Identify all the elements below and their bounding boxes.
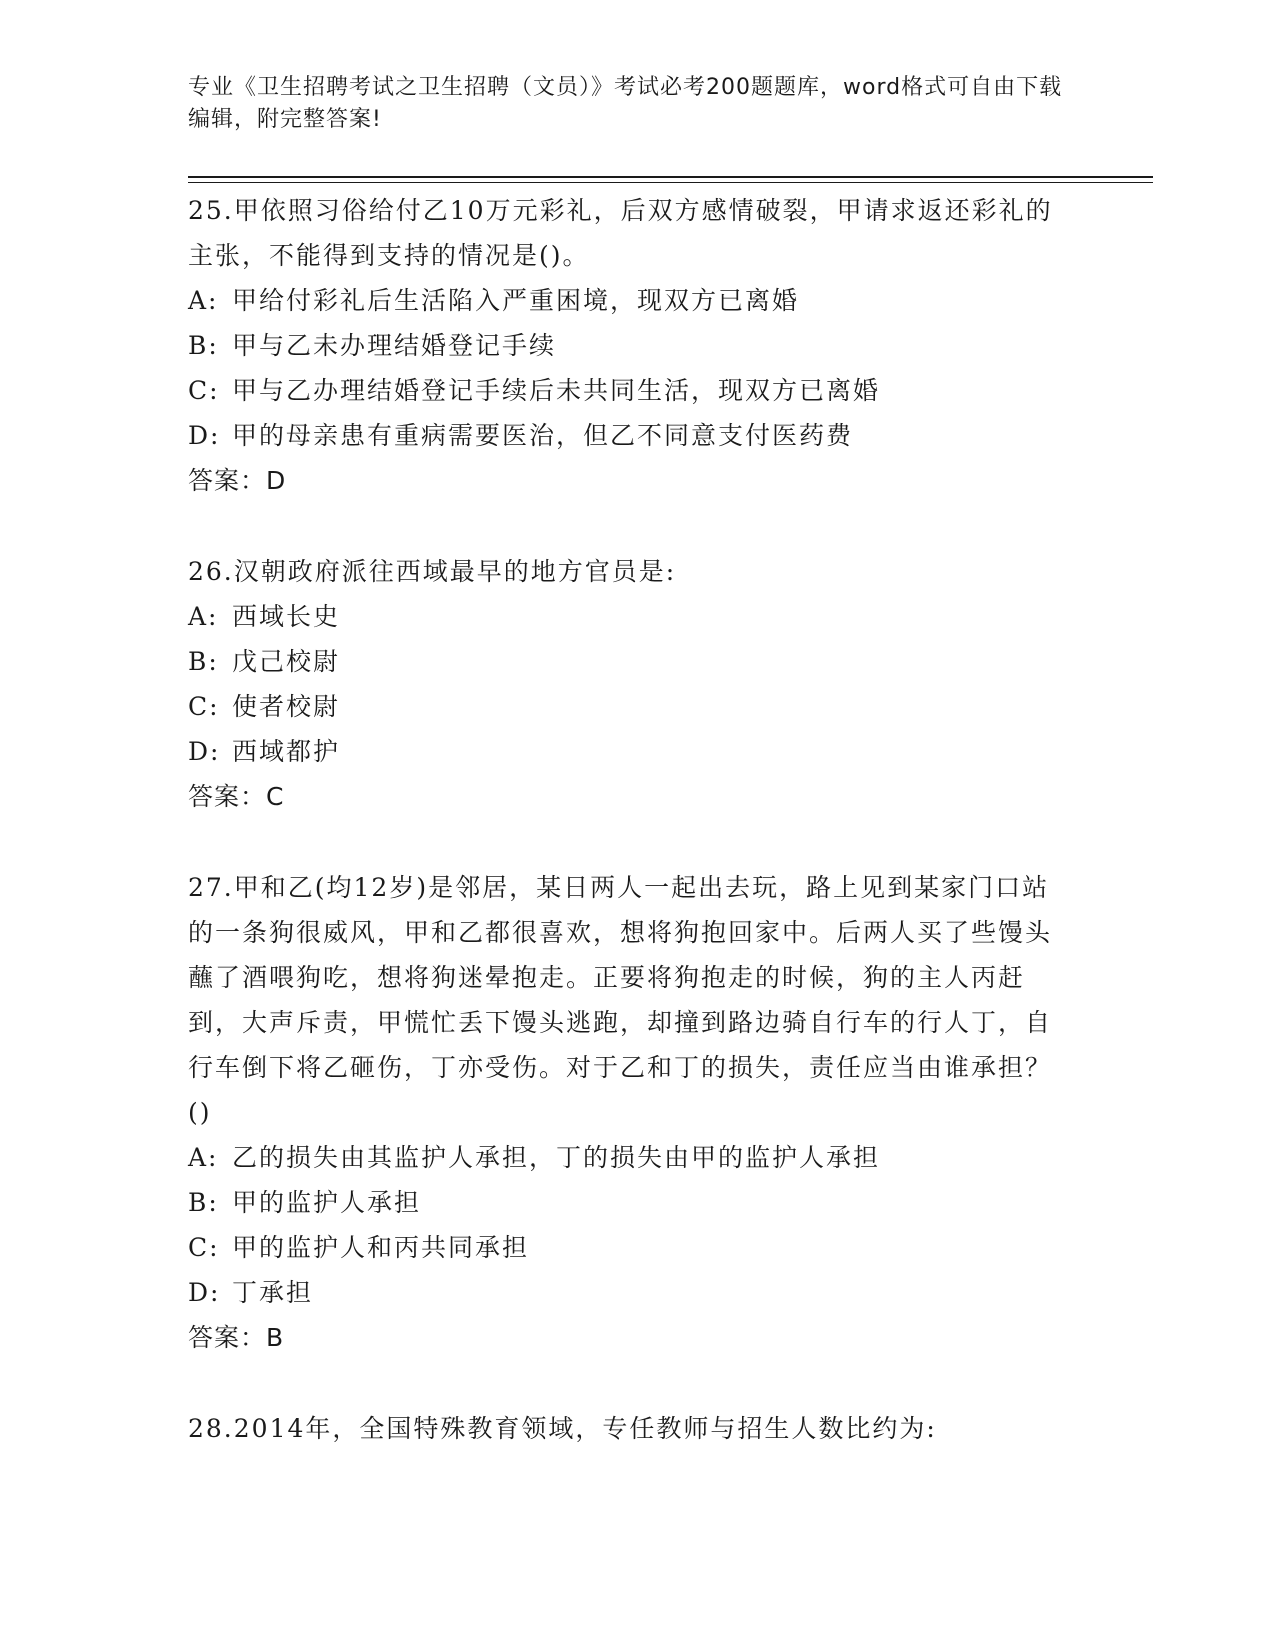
option-d xyxy=(188,729,1068,774)
option-letter: B: xyxy=(188,331,219,360)
answer-line: 答案：D xyxy=(188,466,287,495)
option-c xyxy=(188,684,1068,729)
option-text: 甲给付彩礼后生活陷入严重困境，现双方已离婚 xyxy=(232,286,800,315)
option-c xyxy=(188,1225,1068,1270)
option-letter: A: xyxy=(188,602,219,631)
option-a xyxy=(188,594,1068,639)
question-27 xyxy=(188,865,1068,1360)
option-text: 西域都护 xyxy=(232,737,341,766)
option-a xyxy=(188,278,1068,323)
option-d xyxy=(188,1270,1068,1315)
option-text: 使者校尉 xyxy=(232,692,341,721)
option-letter: B: xyxy=(188,647,219,676)
option-text: 甲的监护人承担 xyxy=(232,1188,422,1217)
question-stem: 27.甲和乙(均12岁)是邻居，某日两人一起出去玩，路上见到某家门口站的一条狗很威风，甲和乙都很喜欢，想将狗抱回家中。后两人买了些馒头蘸了酒喂狗吃，想将狗迷晕抱走。正要将狗抱走的时候，狗的主人丙赶到，大声斥责，甲慌忙丢下馒头逃跑，却撞到路边骑自行车的行人丁，自行车倒下将乙砸伤，丁亦受伤。对于乙和丁的损失，责任应当由谁承担？() xyxy=(188,873,1053,1127)
answer-line: 答案：C xyxy=(188,782,285,811)
question-28 xyxy=(188,1406,1068,1451)
option-text: 甲的监护人和丙共同承担 xyxy=(232,1233,530,1262)
option-text: 甲与乙未办理结婚登记手续 xyxy=(232,331,557,360)
answer-line: 答案：B xyxy=(188,1323,285,1352)
option-text: 甲的母亲患有重病需要医治，但乙不同意支付医药费 xyxy=(232,421,854,450)
option-letter: A: xyxy=(188,286,219,315)
option-letter: C: xyxy=(188,1233,220,1262)
question-stem: 28.2014年，全国特殊教育领域，专任教师与招生人数比约为: xyxy=(188,1414,937,1443)
option-b xyxy=(188,323,1068,368)
option-text: 乙的损失由其监护人承担，丁的损失由甲的监护人承担 xyxy=(232,1143,881,1172)
option-letter: D: xyxy=(188,737,221,766)
question-26 xyxy=(188,549,1068,819)
option-c xyxy=(188,368,1068,413)
option-letter: C: xyxy=(188,692,220,721)
option-letter: D: xyxy=(188,421,221,450)
question-stem: 26.汉朝政府派往西域最早的地方官员是: xyxy=(188,557,677,586)
option-letter: B: xyxy=(188,1188,219,1217)
option-text: 甲与乙办理结婚登记手续后未共同生活，现双方已离婚 xyxy=(232,376,881,405)
option-letter: A: xyxy=(188,1143,219,1172)
option-d xyxy=(188,413,1068,458)
option-letter: C: xyxy=(188,376,220,405)
option-b xyxy=(188,1180,1068,1225)
option-text: 西域长史 xyxy=(232,602,341,631)
header-divider xyxy=(188,176,1153,178)
question-25 xyxy=(188,188,1068,503)
option-text: 戊己校尉 xyxy=(232,647,341,676)
question-list xyxy=(188,188,1068,1497)
option-a xyxy=(188,1135,1068,1180)
option-letter: D: xyxy=(188,1278,221,1307)
option-text: 丁承担 xyxy=(232,1278,314,1307)
document-header: 专业《卫生招聘考试之卫生招聘（文员）》考试必考200题题库，word格式可自由下载编辑，附完整答案! xyxy=(188,75,1063,132)
header-divider-thin xyxy=(188,182,1153,183)
option-b xyxy=(188,639,1068,684)
question-stem: 25.甲依照习俗给付乙10万元彩礼，后双方感情破裂，甲请求返还彩礼的主张，不能得到支持的情况是()。 xyxy=(188,196,1053,270)
